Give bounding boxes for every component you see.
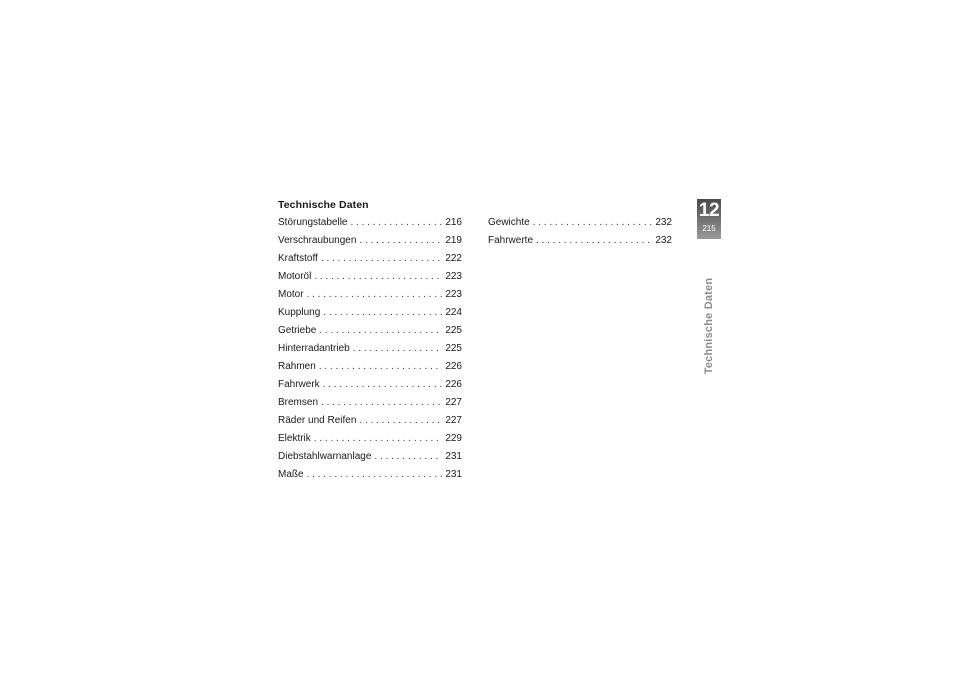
- toc-page: 226: [445, 379, 462, 390]
- toc-row[interactable]: [278, 451, 462, 469]
- toc-page: 223: [445, 271, 462, 282]
- toc-label: Getriebe: [278, 325, 317, 336]
- toc-page: 227: [445, 397, 462, 408]
- toc-page: 226: [445, 361, 462, 372]
- toc-row[interactable]: [278, 271, 462, 289]
- toc-row[interactable]: [278, 361, 462, 379]
- toc-leader: [359, 415, 442, 427]
- toc-row[interactable]: [278, 343, 462, 361]
- toc-label: Gewichte: [488, 217, 530, 228]
- toc-row[interactable]: [278, 325, 462, 343]
- toc-row[interactable]: [278, 397, 462, 415]
- toc-page: 222: [445, 253, 462, 264]
- toc-leader: [321, 397, 442, 409]
- toc-row[interactable]: [278, 253, 462, 271]
- toc-label: Motor: [278, 289, 304, 300]
- toc-row[interactable]: [488, 235, 672, 253]
- toc-leader: [307, 469, 443, 481]
- page-number: 215: [702, 224, 716, 233]
- toc-page: 224: [445, 307, 462, 318]
- toc-label: Elektrik: [278, 433, 311, 444]
- toc-leader: [319, 361, 443, 373]
- toc-leader: [314, 433, 443, 445]
- toc-leader: [359, 235, 442, 247]
- toc-column-left: [278, 217, 462, 487]
- toc-row[interactable]: [278, 469, 462, 487]
- toc-label: Kraftstoff: [278, 253, 318, 264]
- toc-row[interactable]: [278, 307, 462, 325]
- toc-leader: [321, 253, 442, 265]
- toc-label: Rahmen: [278, 361, 316, 372]
- toc-row[interactable]: [278, 379, 462, 397]
- toc-leader: [374, 451, 442, 463]
- toc-leader: [536, 235, 652, 247]
- toc-label: Maße: [278, 469, 304, 480]
- toc-leader: [314, 271, 442, 283]
- toc-leader: [319, 325, 442, 337]
- toc-leader: [323, 307, 442, 319]
- toc-label: Verschraubungen: [278, 235, 357, 246]
- toc-page: 219: [445, 235, 462, 246]
- toc-row[interactable]: [488, 217, 672, 235]
- toc-row[interactable]: [278, 415, 462, 433]
- toc-row[interactable]: [278, 433, 462, 451]
- toc-leader: [323, 379, 443, 391]
- toc-leader: [307, 289, 443, 301]
- toc-leader: [351, 217, 443, 229]
- toc-row[interactable]: [278, 235, 462, 253]
- toc-leader: [533, 217, 653, 229]
- chapter-tab: [697, 199, 721, 239]
- toc-leader: [353, 343, 443, 355]
- toc-label: Kupplung: [278, 307, 321, 318]
- chapter-side-label: Technische Daten: [703, 277, 715, 375]
- toc-label: Motoröl: [278, 271, 312, 282]
- toc-page: 223: [445, 289, 462, 300]
- toc-page: 232: [655, 217, 672, 228]
- toc-label: Räder und Reifen: [278, 415, 357, 426]
- toc-label: Diebstahlwarnanlage: [278, 451, 372, 462]
- toc-page: 231: [445, 469, 462, 480]
- toc-page: 232: [655, 235, 672, 246]
- toc-column-right: [488, 217, 672, 253]
- toc-row[interactable]: [278, 289, 462, 307]
- toc-label: Störungstabelle: [278, 217, 348, 228]
- toc-page: 225: [445, 325, 462, 336]
- toc-page: 216: [445, 217, 462, 228]
- section-title: Technische Daten: [278, 199, 369, 211]
- toc-page: 231: [445, 451, 462, 462]
- toc-label: Hinterradantrieb: [278, 343, 350, 354]
- toc-label: Bremsen: [278, 397, 319, 408]
- toc-label: Fahrwerk: [278, 379, 320, 390]
- toc-page: 229: [445, 433, 462, 444]
- toc-page: 225: [445, 343, 462, 354]
- toc-row[interactable]: [278, 217, 462, 235]
- toc-label: Fahrwerte: [488, 235, 534, 246]
- toc-page: 227: [445, 415, 462, 426]
- chapter-number: 12: [698, 200, 720, 221]
